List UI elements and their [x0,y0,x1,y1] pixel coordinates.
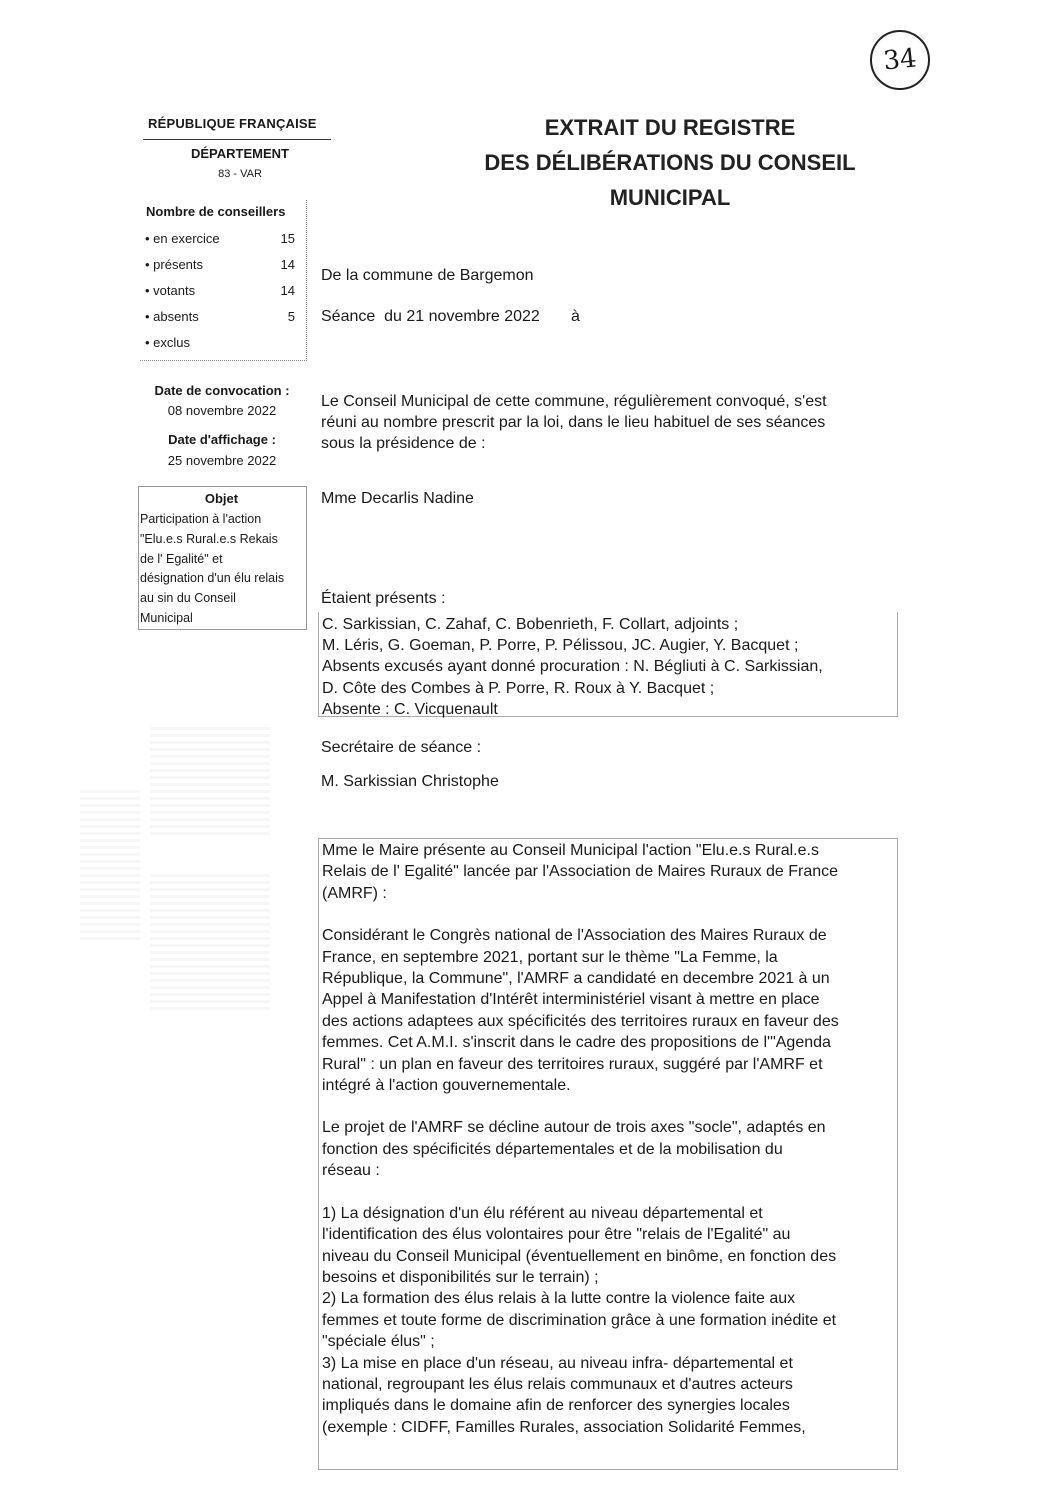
affichage-label: Date d'affichage : [168,432,276,447]
objet-text [140,510,308,629]
scan-bleed [80,790,140,940]
page-number: 34 [867,27,933,93]
objet-line: Participation à l'action [140,512,262,526]
row-value: 15 [280,231,295,246]
row-value: 14 [280,283,295,298]
intro-paragraph [321,391,881,454]
text-line: impliqués dans le domaine afin de renforcer des synergies locales [322,1397,790,1415]
text-line: des actions adaptees aux spécificités des territoires ruraux en faveur des [322,1012,839,1030]
text-line: l'identification des élus volontaires pour être "relais de l'Egalité" au [322,1226,791,1244]
scan-bleed [150,870,270,1010]
presents-label: Étaient présents : [321,590,446,607]
document-title [385,110,955,215]
text-line: C. Sarkissian, C. Zahaf, C. Bobenrieth, F. Collart, adjoints ; [322,616,739,633]
text-line: Rural" : un plan en faveur des territoires ruraux, suggéré par l'AMRF et [322,1055,823,1073]
text-line: Appel à Manifestation d'Intérêt interministériel visant à mettre en place [322,991,820,1009]
text-line: fonction des spécificités départementales et de la mobilisation du [322,1140,783,1158]
row-label: • exclus [145,335,191,350]
text-line: 2) La formation des élus relais à la lutte contre la violence faite aux [322,1290,796,1308]
objet-line: au sin du Conseil [140,591,236,606]
text-line: national, regroupant les élus relais communaux et d'autres acteurs [322,1375,793,1393]
text-line: Le Conseil Municipal de cette commune, régulièrement convoqué, s'est [321,393,827,410]
objet-line: Municipal [140,610,193,625]
text-line: (AMRF) : [322,884,387,902]
text-line: D. Côte des Combes à P. Porre, R. Roux à Y. Bacquet ; [322,679,715,697]
text-line: femmes et toute forme de discrimination grâce à une formation inédite et [322,1311,837,1329]
text-line: Mme le Maire présente au Conseil Municipal l'action "Elu.e.s Rural.e.s [322,842,819,859]
title-line: MUNICIPAL [609,185,731,210]
text-line: République, la Commune", l'AMRF a candidaté en decembre 2021 à un [322,970,830,988]
text-line: besoins et disponibilités sur le terrain) ; [322,1268,599,1286]
convocation-date: 08 novembre 2022 [167,403,277,418]
text-line: femmes. Cet A.M.I. s'inscrit dans le cadre des propositions de l'"Agenda [322,1034,831,1052]
departement-label: DÉPARTEMENT [191,146,289,161]
text-line: intégré à l'action gouvernementale. [322,1077,571,1095]
text-line: "spéciale élus" ; [322,1333,435,1351]
title-line: DES DÉLIBÉRATIONS DU CONSEIL [484,150,856,175]
deliberation-text [322,840,896,1438]
convocation-label: Date de convocation : [154,383,290,398]
divider [143,139,331,140]
row-label: • absents [145,309,199,324]
text-line: Relais de l' Egalité" lancée par l'Association de Maires Ruraux de France [322,863,839,881]
text-line: M. Léris, G. Goeman, P. Porre, P. Pélissou, JC. Augier, Y. Bacquet ; [322,637,799,655]
affichage-date: 25 novembre 2022 [167,453,277,468]
secretaire-name: M. Sarkissian Christophe [321,773,499,790]
row-label: • en exercice [145,231,220,246]
row-label: • présents [145,257,204,272]
text-line: 1) La désignation d'un élu référent au niveau départemental et [322,1204,763,1222]
text-line: réseau : [322,1162,380,1180]
objet-line: désignation d'un élu relais [140,571,285,586]
text-line: niveau du Conseil Municipal (éventuellement en binôme, en fonction des [322,1247,837,1265]
text-line: Absents excusés ayant donné procuration : N. Bégliuti à C. Sarkissian, [322,658,823,676]
objet-title: Objet [204,491,239,506]
text-line: Absente : C. Vicquenault [322,700,498,718]
scan-bleed [150,725,270,835]
row-value: 5 [287,309,295,324]
objet-line: de l' Egalité" et [140,551,223,566]
row-value: 14 [280,257,295,272]
text-line: 3) La mise en place d'un réseau, au niveau infra- départemental et [322,1354,793,1372]
commune-line: De la commune de Bargemon [321,267,534,284]
text-line: Considérant le Congrès national de l'Association des Maires Ruraux de [322,927,827,945]
presents-list [322,614,897,720]
republique-label: RÉPUBLIQUE FRANÇAISE [148,116,317,131]
seance-line: Séance du 21 novembre 2022 à [321,308,580,325]
secretaire-label: Secrétaire de séance : [321,739,482,756]
text-line: sous la présidence de : [321,435,486,452]
presidente-name: Mme Decarlis Nadine [321,490,474,507]
text-line: réuni au nombre prescrit par la loi, dans le lieu habituel de ses séances [321,414,826,431]
text-line: (exemple : CIDFF, Familles Rurales, association Solidarité Femmes, [322,1418,806,1436]
text-line: France, en septembre 2021, portant sur le thème "La Femme, la [322,948,778,966]
title-line: EXTRAIT DU REGISTRE [544,115,796,140]
conseillers-title: Nombre de conseillers [146,204,286,219]
objet-line: "Elu.e.s Rural.e.s Rekais [140,531,278,546]
departement-code: 83 - VAR [218,168,262,180]
row-label: • votants [145,283,196,298]
text-line: Le projet de l'AMRF se décline autour de trois axes "socle", adaptés en [322,1119,826,1137]
